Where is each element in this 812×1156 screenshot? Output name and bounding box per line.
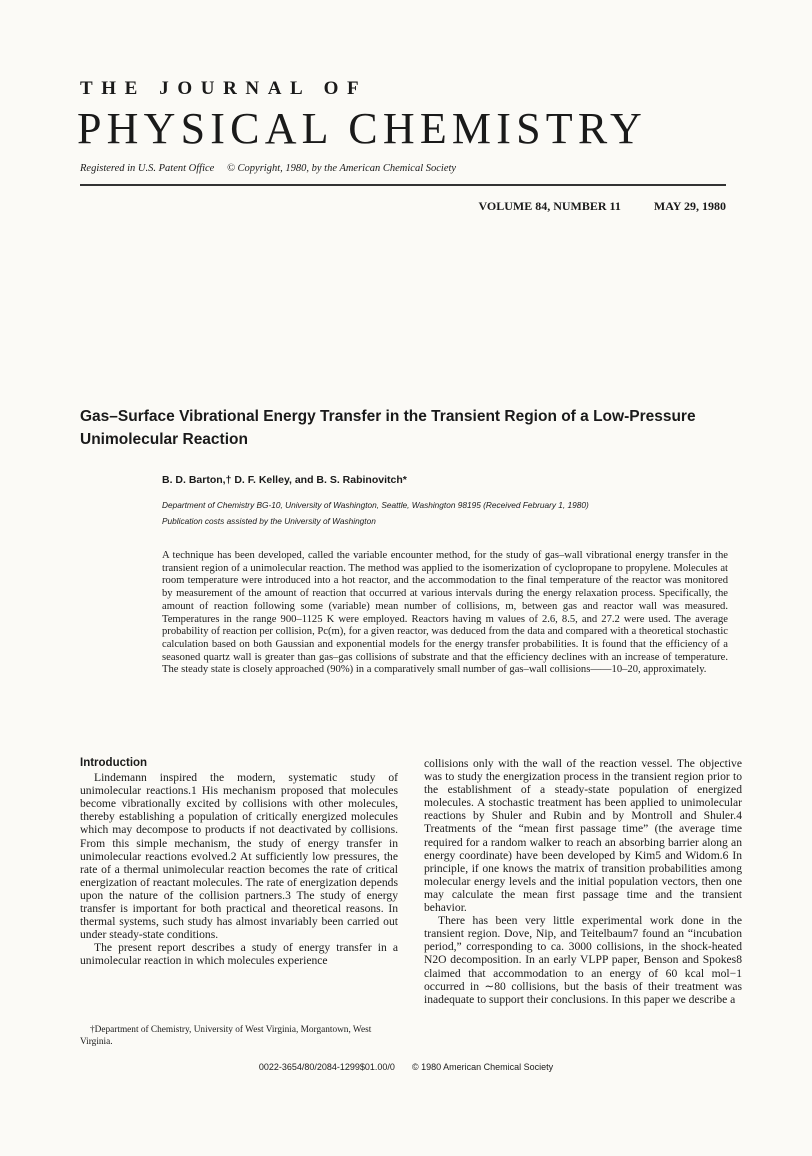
masthead-rule [80,184,726,186]
registered-text: Registered in U.S. Patent Office [80,163,215,174]
right-column [424,757,742,1006]
journal-name-large: PHYSICAL CHEMISTRY [77,104,647,153]
volume-line [456,199,726,214]
article-title: Gas–Surface Vibrational Energy Transfer in the Transient Region of a Low-Pressure Unimolecular Reaction [80,408,696,448]
body-paragraph: collisions only with the wall of the reaction vessel. The objective was to study the energization process in the transient region prior to the establishment of a steady-state population of energized molecules. A stochastic treatment has been applied to unimolecular reactions by Shuler and Rubin and by Montroll and Shuler.4 Treatments of the “mean first passage time” (the average time required for a random walker to reach an absorbing barrier along an energy coordinate) have been developed by Kim5 and Widom.6 In principle, if one knows the matrix of transition probabilities among molecular energy levels and the initial population vectors, then one may calculate the mean first passage time and the transient behavior. [424,757,742,915]
volume-number: VOLUME 84, NUMBER 11 [478,199,621,213]
abstract: A technique has been developed, called the variable encounter method, for the study of gas–wall vibrational energy transfer in the transient region of a unimolecular reaction. The method was applied to the isomerization of cyclopropane to propylene. Molecules at room temperature were introduced into a hot reactor, and the accommodation to the final temperature of the reactor was monitored by measurement of the amount of reaction that occurred at various intervals during the energy relaxation process. Specifically, the amount of reaction following some (variable) mean number of collisions, m, between gas and reactor wall was measured. Temperatures in the range 900–1125 K were employed. Reactors having m values of 2.6, 8.5, and 27.2 were used. The average probability of reaction per collision, Pc(m), for a given reactor, was deduced from the data and compared with a theoretical stochastic calculation based on both Gaussian and exponential models for the energy transfer probabilities. It is found that the efficiency of a seasoned quartz wall is greater than gas–gas collisions of substrate and that the efficiency declines with an increase of temperature. The steady state is closely approached (90%) in a comparatively small number of gas–wall collisions——10–20, approximately. [162,550,728,676]
copyright-text: © Copyright, 1980, by the American Chemical Society [226,163,457,174]
journal-name-small: THE JOURNAL OF [80,78,368,99]
author-affiliation: Department of Chemistry BG-10, University of Washington, Seattle, Washington 98195 (Received February 1, 1980) [162,500,589,510]
author-footnote [80,1024,398,1048]
footnote-text: †Department of Chemistry, University of West Virginia, Morgantown, West Virginia. [80,1025,372,1047]
footer-copyright: © 1980 American Chemical Society [411,1062,554,1072]
page-footer [0,1062,812,1072]
left-column [80,757,398,968]
article-authors: B. D. Barton,† D. F. Kelley, and B. S. Rabinovitch* [162,474,407,486]
article-code: 0022-3654/80/2084-1299$01.00/0 [258,1062,395,1072]
body-paragraph: The present report describes a study of energy transfer in a unimolecular reaction in which molecules experience [80,941,398,968]
publication-costs-note: Publication costs assisted by the University of Washington [162,516,376,526]
author-affiliation-block [162,497,732,529]
registration-line [80,163,456,174]
section-heading-introduction: Introduction [80,757,148,769]
issue-date: MAY 29, 1980 [653,199,726,213]
body-paragraph: There has been very little experimental work done in the transient region. Dove, Nip, and Teitelbaum7 found an “incubation period,” corresponding to ca. 3000 collisions, in the shock-heated N2O decomposition. In an early VLPP paper, Benson and Spokes8 claimed that accommodation to an energy of 60 kcal mol−1 occurred in ∼80 collisions, but the basis of their treatment was inadequate to support their conclusions. In this paper we describe a [424,914,742,1006]
body-paragraph: Lindemann inspired the modern, systematic study of unimolecular reactions.1 His mechanism proposed that molecules become vibrationally excited by collisions with other molecules, thereby establishing a population of critically energized molecules which may decompose to products if not deactivated by collisions. From this simple mechanism, the study of energy transfer in unimolecular reactions evolved.2 At sufficiently low pressures, the rate of a thermal unimolecular reaction becomes the rate of critical energization of reactant molecules. The rate of energization depends upon the nature of the collision partners.3 The study of energy transfer is important for both practical and theoretical reasons. In thermal systems, such study has almost invariably been carried out under steady-state conditions. [80,771,398,942]
